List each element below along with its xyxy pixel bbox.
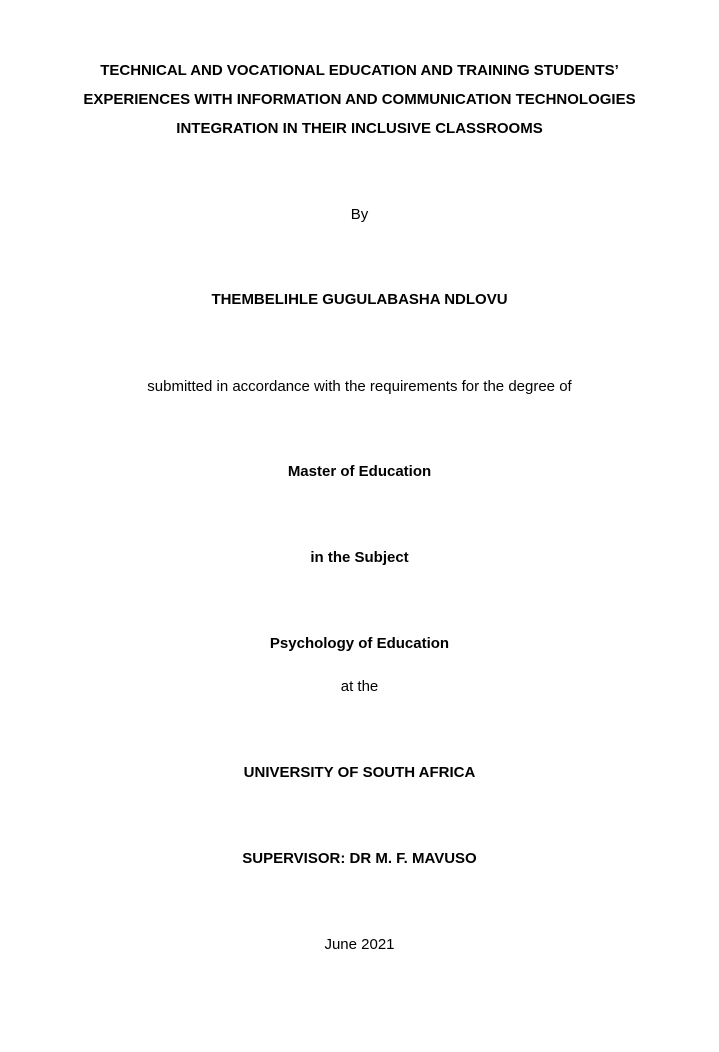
by-label: By	[350, 206, 369, 223]
thesis-title-line-2: EXPERIENCES WITH INFORMATION AND COMMUNICATION TECHNOLOGIES	[83, 91, 636, 108]
university-name: UNIVERSITY OF SOUTH AFRICA	[243, 764, 476, 781]
subject-label: in the Subject	[310, 549, 409, 566]
degree-name: Master of Education	[287, 463, 432, 480]
author-name: THEMBELIHLE GUGULABASHA NDLOVU	[211, 291, 508, 308]
supervisor-line: SUPERVISOR: DR M. F. MAVUSO	[242, 850, 477, 867]
thesis-title-line-3: INTEGRATION IN THEIR INCLUSIVE CLASSROOMS	[176, 120, 543, 137]
thesis-title-line-1: TECHNICAL AND VOCATIONAL EDUCATION AND TRAINING STUDENTS’	[100, 62, 619, 79]
submission-statement: submitted in accordance with the requirements for the degree of	[147, 378, 572, 395]
at-label: at the	[340, 678, 379, 695]
submission-date: June 2021	[324, 936, 395, 953]
subject-name: Psychology of Education	[269, 635, 450, 652]
